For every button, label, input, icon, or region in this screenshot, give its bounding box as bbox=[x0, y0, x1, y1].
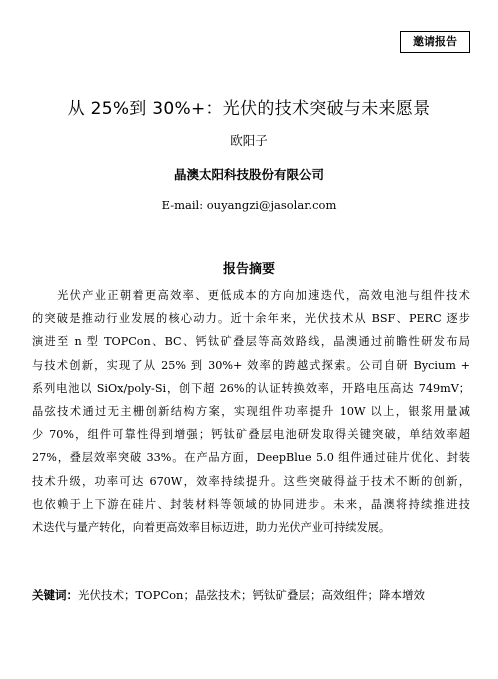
paper-title: 从 25%到 30%+：光伏的技术突破与未来愿景 bbox=[67, 99, 431, 119]
abstract-line: 少 70%，组件可靠性得到增强；钙钛矿叠层电池研发取得关键突破，单结效率超 bbox=[32, 428, 470, 442]
abstract-body bbox=[32, 284, 470, 539]
abstract-line: 的突破是推动行业发展的核心动力。近十余年来，光伏技术从 BSF、PERC 逐步 bbox=[32, 312, 470, 326]
abstract-line: 与技术创新，实现了从 25% 到 30%+ 效率的跨越式探索。公司自研 Bycium + bbox=[32, 358, 470, 372]
abstract-line: 光伏产业正朝着更高效率、更低成本的方向加速迭代，高效电池与组件技术 bbox=[32, 289, 470, 302]
keywords-text: 光伏技术；TOPCon；晶弦技术；钙钛矿叠层；高效组件；降本增效 bbox=[78, 588, 425, 602]
abstract-line: 系列电池以 SiOx/poly-Si，创下超 26%的认证转换效率，开路电压高达 749mV； bbox=[32, 381, 470, 395]
abstract-line: 术迭代与量产转化，向着更高效率目标迈进，助力光伏产业可持续发展。 bbox=[32, 520, 391, 534]
keywords bbox=[32, 584, 472, 606]
author-affiliation: 晶澳太阳科技股份有限公司 bbox=[173, 167, 324, 182]
author-email: E-mail: ouyangzi@jasolar.com bbox=[161, 198, 337, 212]
author-name: 欧阳子 bbox=[230, 133, 268, 148]
abstract-line: 演进至 n 型 TOPCon、BC、钙钛矿叠层等高效路线，晶澳通过前瞻性研发布局 bbox=[32, 335, 470, 349]
abstract-heading: 报告摘要 bbox=[222, 262, 275, 277]
abstract-line: 27%，叠层效率突破 33%。在产品方面，DeepBlue 5.0 组件通过硅片优化、封装 bbox=[32, 451, 470, 465]
abstract-line: 晶弦技术通过无主栅创新结构方案，实现组件功率提升 10W 以上，银浆用量减 bbox=[32, 404, 470, 418]
abstract-line: 也依赖于上下游在硅片、封装材料等领域的协同进步。未来，晶澳将持续推进技 bbox=[32, 497, 470, 511]
abstract-line: 技术升级，功率可达 670W，效率持续提升。这些突破得益于技术不断的创新， bbox=[32, 474, 470, 488]
report-type-badge: 邀请报告 bbox=[400, 31, 470, 53]
keywords-label: 关键词： bbox=[32, 588, 78, 602]
